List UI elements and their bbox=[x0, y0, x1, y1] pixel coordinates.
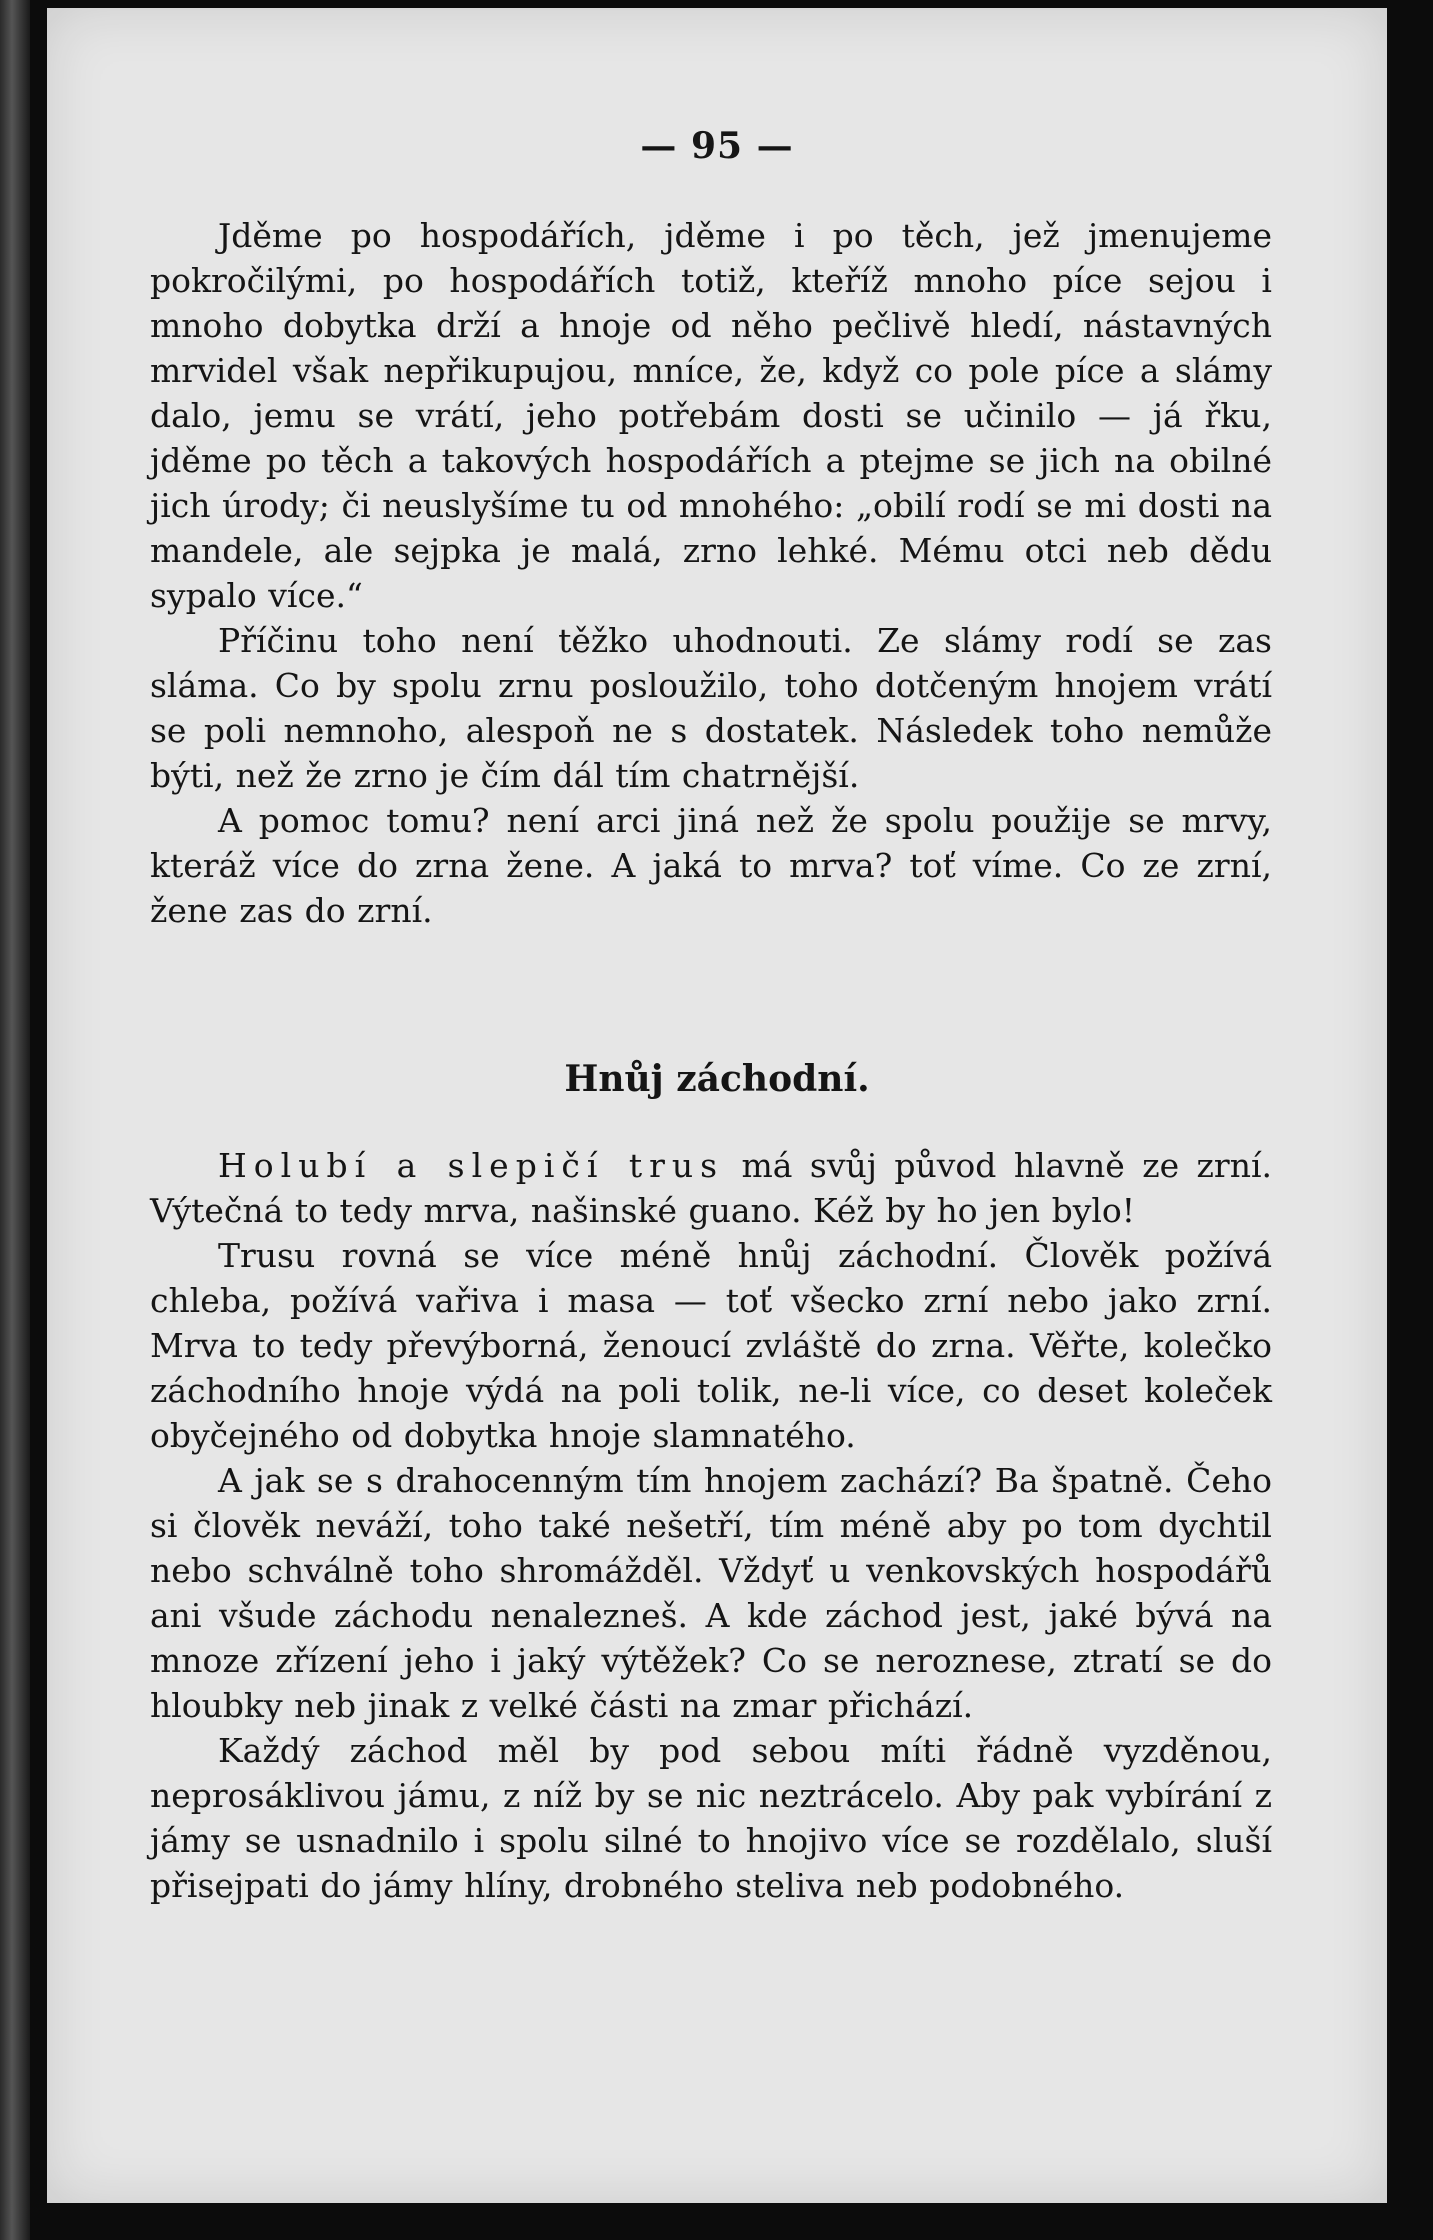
paragraph-3: A pomoc tomu? není arci jiná než že spolu použije se mrvy, kteráž více do zrna žene. A jaká to mrva? toť víme. Co ze zrní, žene zas do zrní. bbox=[150, 801, 1272, 930]
paragraph-2: Příčinu toho není těžko uhodnouti. Ze slámy rodí se zas sláma. Co by spolu zrnu posloužilo, toho dotčeným hnojem vrátí se poli nemnoho, alespoň ne s dostatek. Následek toho nemůže býti, než že zrno je čím dál tím chatrnější. bbox=[150, 621, 1272, 795]
paragraph-4 bbox=[150, 1143, 1272, 1233]
spaced-lead-text: Holubí a slepičí trus bbox=[218, 1146, 725, 1185]
paragraph-5: Trusu rovná se více méně hnůj záchodní. Člověk požívá chleba, požívá vařiva i masa — toť všecko zrní nebo jako zrní. Mrva to tedy převýborná, ženoucí zvláště do zrna. Věřte, kolečko záchodního hnoje výdá na poli tolik, ne-li více, co deset koleček obyčejného od dobytka hnoje slamnatého. bbox=[150, 1236, 1272, 1455]
page-number: — 95 — bbox=[640, 125, 794, 167]
section-1-text bbox=[150, 213, 1272, 933]
page-sheet bbox=[47, 8, 1387, 2203]
paragraph-7: Každý záchod měl by pod sebou míti řádně vyzděnou, neprosáklivou jámu, z níž by se nic neztrácelo. Aby pak vybírání z jámy se usnadnilo i spolu silné to hnojivo více se rozdělalo, sluší přisejpati do jámy hlíny, drobného steliva neb podobného. bbox=[150, 1731, 1272, 1905]
section-2-text bbox=[150, 1143, 1272, 1908]
facing-page-edge bbox=[0, 0, 30, 2240]
section-heading: Hnůj záchodní. bbox=[564, 1058, 870, 1100]
paragraph-6: A jak se s drahocenným tím hnojem zachází? Ba špatně. Čeho si člověk neváží, toho také nešetří, tím méně aby po tom dychtil nebo schválně toho shromážděl. Vždyť u venkovských hospodářů ani všude záchodu nenalezneš. A kde záchod jest, jaké bývá na mnoze zřízení jeho i jaký výtěžek? Co se neroznese, ztratí se do hloubky neb jinak z velké části na zmar přichází. bbox=[150, 1461, 1272, 1725]
paragraph-1: Jděme po hospodářích, jděme i po těch, jež jmenujeme pokročilými, po hospodářích totiž, kteříž mnoho píce sejou i mnoho dobytka drží a hnoje od něho pečlivě hledí, nástavných mrvidel však nepřikupujou, mníce, že, když co pole píce a slámy dalo, jemu se vrátí, jeho potřebám dosti se učinilo — já řku, jděme po těch a takových hospodářích a ptejme se jich na obilné jich úrody; či neuslyšíme tu od mnohého: „obilí rodí se mi dosti na mandele, ale sejpka je malá, zrno lehké. Mému otci neb dědu sypalo více.“ bbox=[150, 216, 1272, 615]
paragraph-4-rest: má svůj původ hlavně ze zrní. Výtečná to tedy mrva, našinské guano. Kéž by ho jen bylo! bbox=[150, 1146, 1273, 1230]
